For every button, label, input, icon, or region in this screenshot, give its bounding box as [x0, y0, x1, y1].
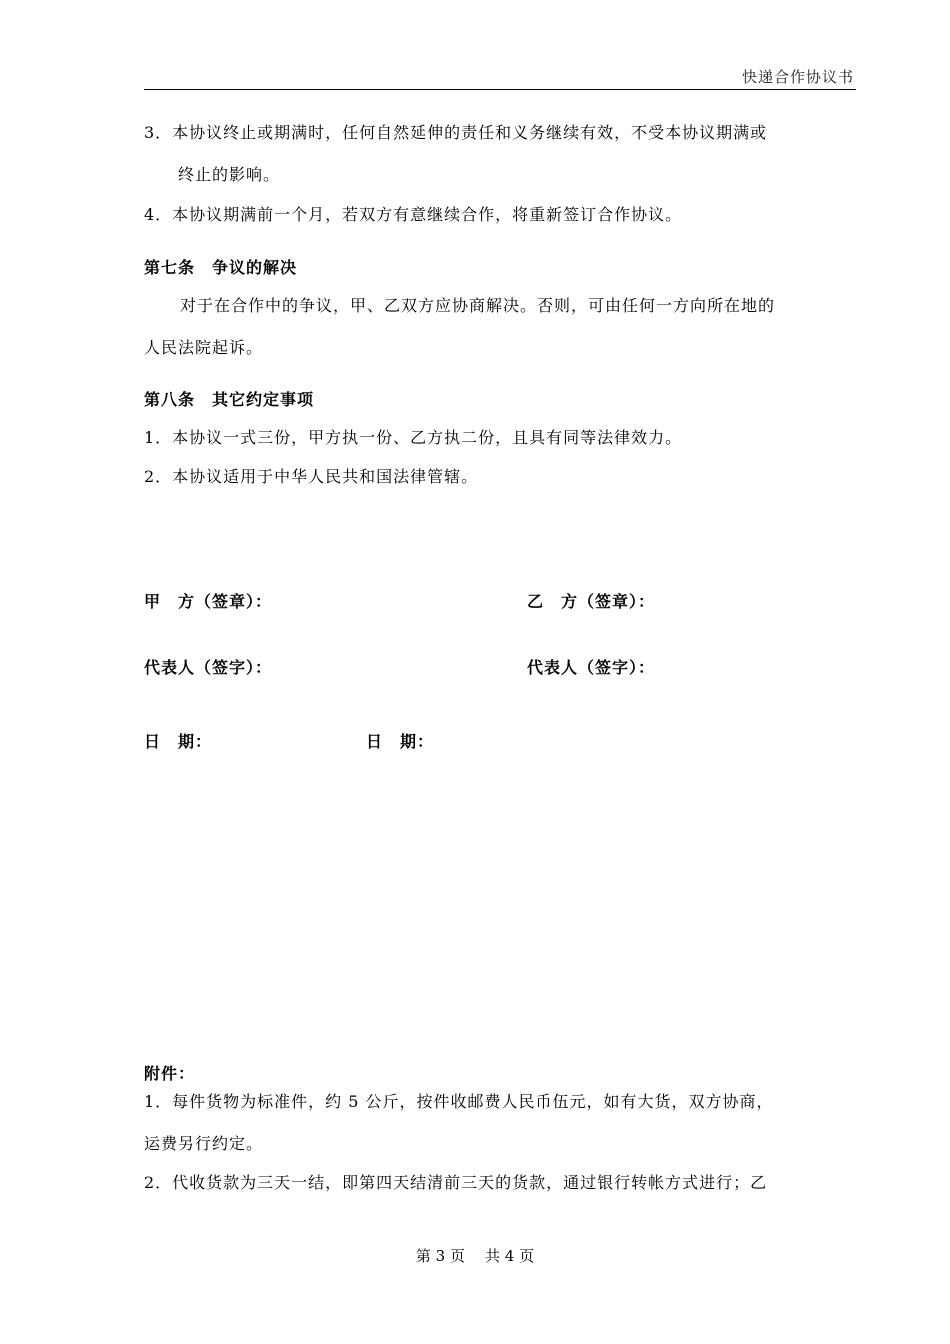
party-a-seal-label: 甲 方（签章）： — [144, 592, 273, 611]
clause-3-line-2: 终止的影响。 — [178, 165, 281, 184]
article-7-line-2: 人民法院起诉。 — [144, 338, 264, 357]
page-footer — [0, 1245, 950, 1266]
clause-4: 4．本协议期满前一个月，若双方有意继续合作，将重新签订合作协议。 — [144, 205, 683, 224]
party-a-representative-label: 代表人（签字）： — [144, 658, 273, 677]
page-total: 共 4 页 — [485, 1247, 535, 1265]
header-rule — [144, 89, 856, 90]
party-b-date-label: 日 期： — [366, 732, 435, 751]
party-a-date-label: 日 期： — [144, 732, 213, 751]
page-number: 第 3 页 — [415, 1247, 465, 1265]
article-8-heading: 第八条 其它约定事项 — [144, 390, 315, 409]
article-7-heading: 第七条 争议的解决 — [144, 258, 298, 277]
article-8-item-2: 2．本协议适用于中华人民共和国法律管辖。 — [144, 467, 479, 486]
attachment-item-1-line-2: 运费另行约定。 — [144, 1134, 264, 1153]
attachment-item-2-line-1: 2．代收货款为三天一结，即第四天结清前三天的货款，通过银行转帐方式进行；乙 — [144, 1173, 768, 1192]
header-title: 快递合作协议书 — [741, 68, 854, 86]
article-8-item-1: 1．本协议一式三份，甲方执一份、乙方执二份，且具有同等法律效力。 — [144, 428, 683, 447]
party-b-seal-label: 乙 方（签章）： — [527, 592, 656, 611]
clause-3-line-1: 3．本协议终止或期满时，任何自然延伸的责任和义务继续有效，不受本协议期满或 — [144, 123, 768, 142]
article-7-line-1: 对于在合作中的争议，甲、乙双方应协商解决。否则，可由任何一方向所在地的 — [180, 296, 776, 315]
attachment-heading: 附件： — [144, 1064, 196, 1083]
party-b-representative-label: 代表人（签字）： — [527, 658, 656, 677]
attachment-item-1-line-1: 1．每件货物为标准件，约 5 公斤，按件收邮费人民币伍元，如有大货，双方协商， — [144, 1092, 774, 1111]
